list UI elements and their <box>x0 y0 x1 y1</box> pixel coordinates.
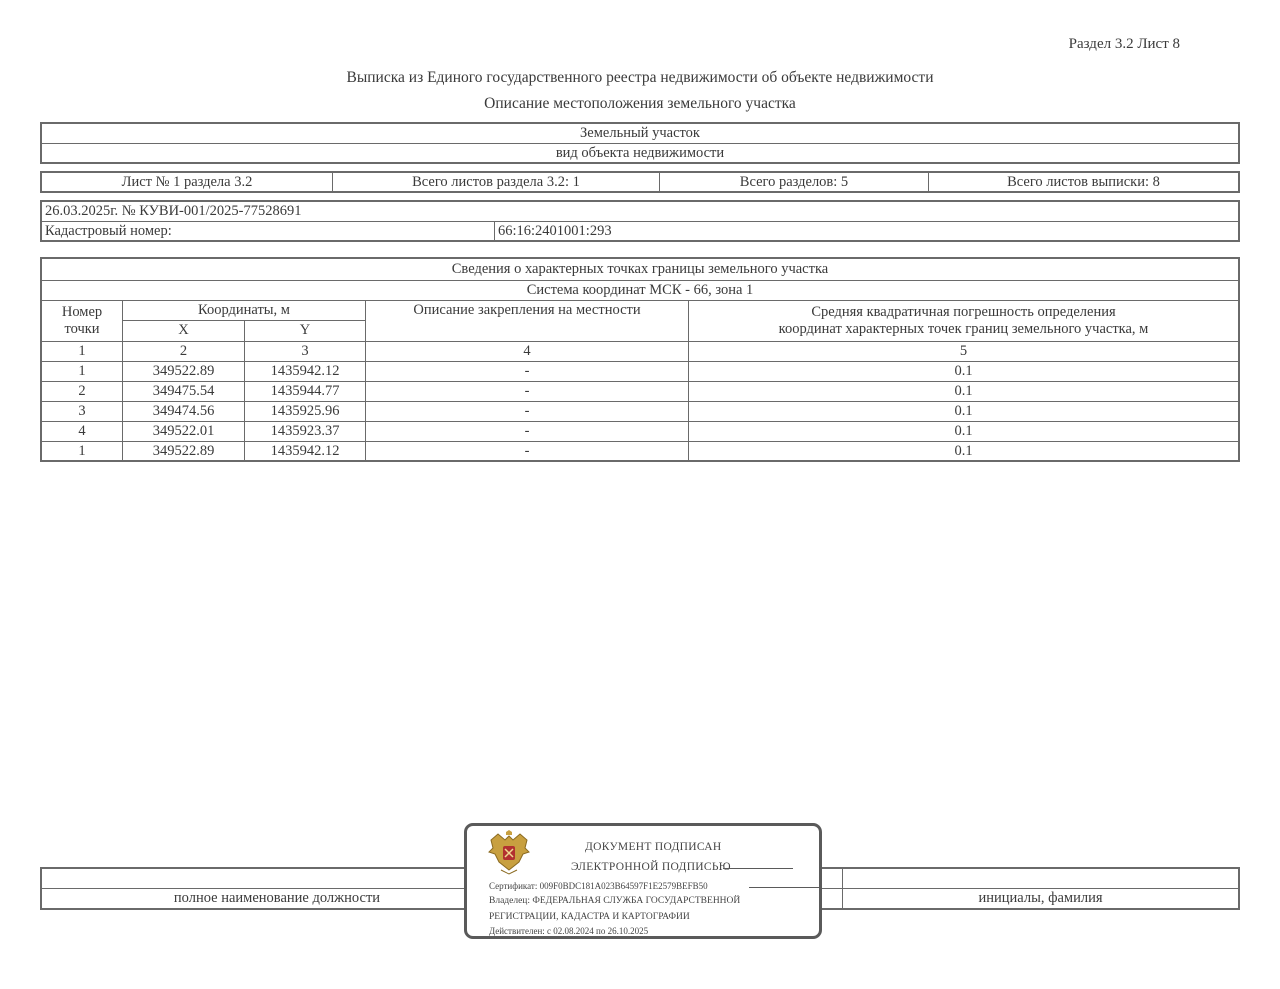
row-5-description: - <box>524 442 530 459</box>
registration-box <box>40 200 1240 242</box>
row-4-x: 349522.01 <box>152 423 215 439</box>
date-number: 26.03.2025г. № КУВИ-001/2025-77528691 <box>45 203 302 219</box>
sheet-info-box <box>40 171 1240 193</box>
col-header-point-number <box>42 301 122 341</box>
row-2-error: 0.1 <box>954 383 973 399</box>
sheet-number: Лист № 1 раздела 3.2 <box>121 173 253 190</box>
boundary-points-table <box>40 257 1240 462</box>
row-1-description: - <box>524 363 530 379</box>
col-header-error-line1: Средняя квадратичная погрешность определения <box>811 304 1116 320</box>
electronic-signature-stamp <box>464 823 822 939</box>
coordinate-system: Система координат МСК - 66, зона 1 <box>526 282 754 298</box>
row-1-y: 1435942.12 <box>270 363 340 379</box>
row-5-error: 0.1 <box>954 442 973 459</box>
row-3-x: 349474.56 <box>152 403 215 419</box>
stamp-owner-line1: Владелец: ФЕДЕРАЛЬНАЯ СЛУЖБА ГОСУДАРСТВЕННОЙ <box>489 896 741 906</box>
col-number-5: 5 <box>959 343 968 359</box>
total-extract-sheets: Всего листов выписки: 8 <box>1007 173 1160 190</box>
section-sheet-label: Раздел 3.2 Лист 8 <box>1068 36 1180 52</box>
cadastral-number: 66:16:2401001:293 <box>498 222 612 239</box>
row-5-number: 1 <box>78 442 86 459</box>
document-title: Выписка из Единого государственного реестра недвижимости об объекте недвижимости <box>346 69 934 86</box>
col-header-x: X <box>178 322 189 338</box>
row-2-y: 1435944.77 <box>270 383 340 399</box>
row-3-error: 0.1 <box>954 403 973 419</box>
total-sections: Всего разделов: 5 <box>739 173 849 190</box>
col-header-coordinates: Координаты, м <box>198 302 290 318</box>
row-4-number: 4 <box>78 423 86 439</box>
col-number-1: 1 <box>78 343 86 359</box>
cadastral-label: Кадастровый номер: <box>45 222 172 239</box>
stamp-certificate: Сертификат: 009F0BDC181A023B64597F1E2579BEFB50 <box>489 881 708 891</box>
col-header-point-number-line1: Номер <box>61 304 103 320</box>
col-number-4: 4 <box>523 343 531 359</box>
row-1-number: 1 <box>78 363 86 379</box>
object-type: Земельный участок <box>580 125 700 141</box>
row-1-x: 349522.89 <box>152 363 215 379</box>
col-header-error-line2: координат характерных точек границ земельного участка, м <box>778 321 1149 337</box>
table-title: Сведения о характерных точках границы земельного участка <box>451 261 829 277</box>
row-2-number: 2 <box>78 383 86 399</box>
total-section-sheets: Всего листов раздела 3.2: 1 <box>412 173 580 190</box>
row-5-x: 349522.89 <box>152 442 215 459</box>
row-4-error: 0.1 <box>954 423 973 439</box>
row-4-y: 1435923.37 <box>270 423 340 439</box>
stamp-owner-line2: РЕГИСТРАЦИИ, КАДАСТРА И КАРТОГРАФИИ <box>489 912 690 922</box>
row-5-y: 1435942.12 <box>270 442 340 459</box>
col-header-description: Описание закрепления на местности <box>413 302 641 318</box>
stamp-line2: ЭЛЕКТРОННОЙ ПОДПИСЬЮ <box>571 861 731 873</box>
stamp-validity: Действителен: с 02.08.2024 по 26.10.2025 <box>489 926 649 936</box>
col-header-error <box>689 301 1238 341</box>
stamp-line1: ДОКУМЕНТ ПОДПИСАН <box>585 841 722 853</box>
row-1-error: 0.1 <box>954 363 973 379</box>
col-number-3: 3 <box>301 343 309 359</box>
col-header-y: Y <box>299 322 311 338</box>
col-number-2: 2 <box>179 343 188 359</box>
row-4-description: - <box>524 423 530 439</box>
document-subtitle: Описание местоположения земельного участка <box>484 95 796 112</box>
row-2-description: - <box>524 383 530 399</box>
object-type-caption: вид объекта недвижимости <box>555 144 725 161</box>
col-header-point-number-line2: точки <box>64 321 100 337</box>
row-3-number: 3 <box>78 403 86 419</box>
double-headed-eagle-emblem-icon <box>487 830 531 876</box>
row-3-description: - <box>524 403 530 419</box>
row-3-y: 1435925.96 <box>270 403 340 419</box>
name-caption: инициалы, фамилия <box>978 890 1103 906</box>
position-caption: полное наименование должности <box>173 890 381 906</box>
row-2-x: 349475.54 <box>152 383 215 399</box>
object-type-box <box>40 122 1240 164</box>
